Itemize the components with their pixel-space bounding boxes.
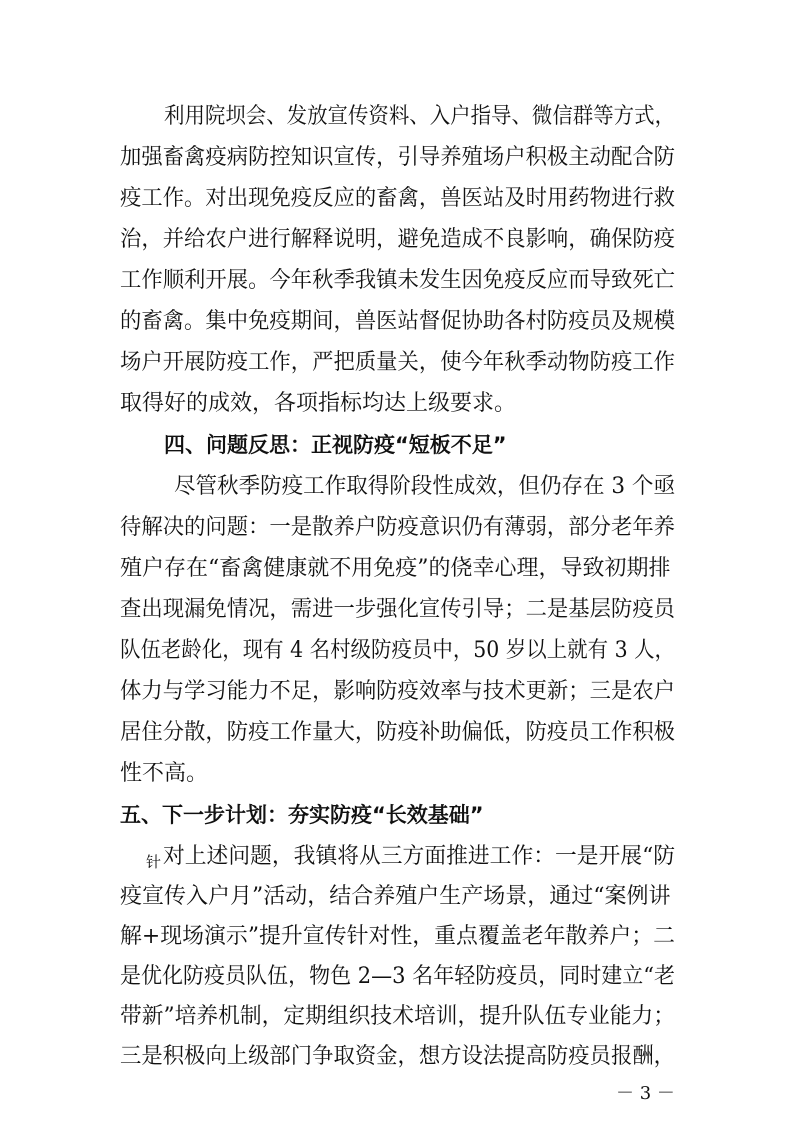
first-character: 针 [146, 853, 162, 871]
section-heading-4 [0, 428, 793, 462]
heading-text: 四、问题反思：正视防疫“短板不足” [164, 433, 507, 457]
paragraph-line [0, 757, 793, 791]
text-line: 解+现场演示”提升宣传针对性，重点覆盖老年散养户；二 [120, 924, 676, 949]
text-line: 场户开展防疫工作，严把质量关，使今年秋季动物防疫工作 [120, 350, 676, 375]
paragraph-line [0, 1040, 793, 1074]
paragraph-line [0, 675, 793, 709]
text-line: 取得好的成效，各项指标均达上级要求。 [120, 391, 517, 416]
section-heading-5 [0, 798, 793, 832]
paragraph-line [0, 182, 793, 216]
paragraph-line [0, 305, 793, 339]
text-line: 居住分散，防疫工作量大，防疫补助偏低，防疫员工作积极 [120, 720, 676, 745]
text-line: 殖户存在“畜禽健康就不用免疫”的侥幸心理，导致初期排 [120, 556, 671, 581]
text-line: 利用院坝会、发放宣传资料、入户指导、微信群等方式， [164, 104, 676, 129]
paragraph-line [0, 387, 793, 421]
text-line: 的畜禽。集中免疫期间，兽医站督促协助各村防疫员及规模 [120, 309, 676, 334]
heading-text: 五、下一步计划：夯实防疫“长效基础” [120, 803, 484, 827]
paragraph-line [0, 920, 793, 954]
text-line: 是优化防疫员队伍，物色 2—3 名年轻防疫员，同时建立“老 [120, 964, 676, 989]
paragraph-line [0, 100, 793, 134]
text-line: 三是积极向上级部门争取资金，想方设法提高防疫员报酬， [120, 1044, 676, 1069]
text-line: 加强畜禽疫病防控知识宣传，引导养殖场户积极主动配合防 [120, 145, 676, 170]
paragraph-line [0, 1000, 793, 1034]
page-number: － 3 － [616, 1083, 675, 1104]
text-line: 疫工作。对出现免疫反应的畜禽，兽医站及时用药物进行救 [120, 186, 676, 211]
text-line: 带新”培养机制，定期组织技术培训，提升队伍专业能力； [120, 1004, 676, 1029]
text-line: 治，并给农户进行解释说明，避免造成不良影响，确保防疫 [120, 227, 676, 252]
text-line: 待解决的问题：一是散养户防疫意识仍有薄弱，部分老年养 [120, 515, 676, 540]
paragraph-line [0, 552, 793, 586]
text-line: 体力与学习能力不足，影响防疫效率与技术更新；三是农户 [120, 679, 676, 704]
paragraph-line [0, 840, 793, 874]
text-line: 对上述问题，我镇将从三方面推进工作：一是开展“防 [163, 844, 676, 869]
paragraph-line [0, 880, 793, 914]
text-line: 尽管秋季防疫工作取得阶段性成效，但仍存在 3 个亟 [174, 474, 675, 499]
paragraph-line [0, 960, 793, 994]
text-line: 工作顺利开展。今年秋季我镇未发生因免疫反应而导致死亡 [120, 268, 676, 293]
text-line: 疫宣传入户月”活动，结合养殖户生产场景，通过“案例讲 [120, 884, 671, 909]
paragraph-line [0, 264, 793, 298]
text-line: 队伍老龄化，现有 4 名村级防疫员中，50 岁以上就有 3 人， [120, 638, 676, 663]
paragraph-line [0, 470, 793, 504]
paragraph-line [0, 141, 793, 175]
paragraph-line [0, 511, 793, 545]
paragraph-line [0, 716, 793, 750]
paragraph-line [0, 223, 793, 257]
paragraph-line [0, 346, 793, 380]
paragraph-line [0, 593, 793, 627]
text-line: 查出现漏免情况，需进一步强化宣传引导；二是基层防疫员 [120, 597, 676, 622]
paragraph-line [0, 634, 793, 668]
text-line: 性不高。 [120, 761, 209, 786]
